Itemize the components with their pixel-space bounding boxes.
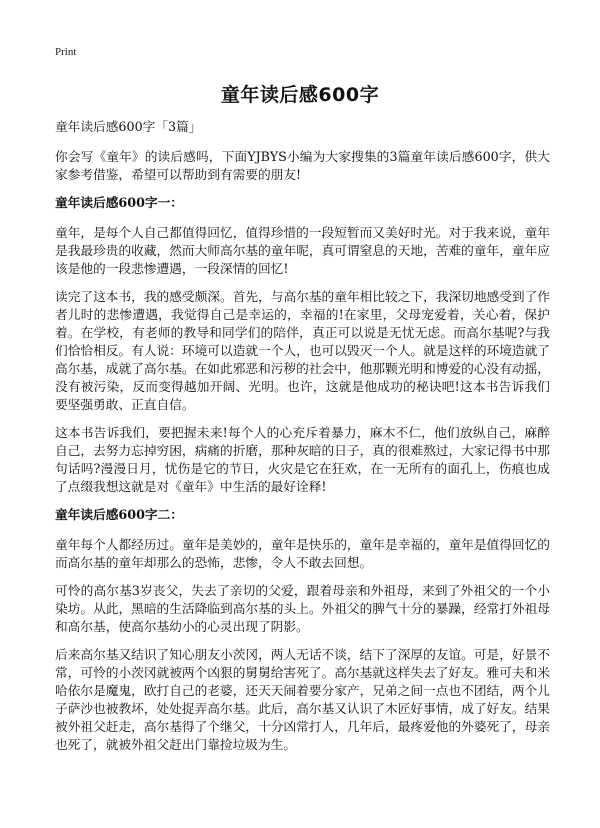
- section2-paragraph-3: 后来高尔基又结识了知心朋友小茨冈，两人无话不谈，结下了深厚的友谊。可是，好景不常，可怜的小茨冈就被两个凶狠的舅舅给害死了。高尔基就这样失去了好友。雅可夫和米哈依尔是魔鬼，欧打自己的老婆，还天天闹着要分家产，兄弟之间一点也不团结，两个儿子萨沙也被教坏，处处捉弄高尔基。此后，高尔基又认识了木匠好事情，成了好友。结果被外祖父赶走，高尔基得了个继父，十分凶常打人，几年后，最疼爱他的外婆死了，母亲也死了，就被外祖父赶出门靠捡垃圾为生。: [55, 647, 550, 752]
- article-intro: 你会写《童年》的读后感吗，下面YJBYS小编为大家搜集的3篇童年读后感600字，供大家参考借鉴，希望可以帮助到有需要的朋友!: [55, 149, 550, 182]
- print-link[interactable]: Print: [55, 46, 77, 58]
- page-title: 童年读后感600字: [220, 84, 380, 106]
- article-body: [55, 118, 550, 764]
- section1-paragraph-1: 童年，是每个人自己都值得回忆，值得珍惜的一段短暂而又美好时光。对于我来说，童年是我最珍贵的收藏，然而大师高尔基的童年呢，真可谓窒息的天地，苦难的童年，童年应该是他的一段悲惨遭遇，一段深情的回忆!: [55, 225, 550, 276]
- article-subtitle: 童年读后感600字「3篇」: [55, 119, 202, 134]
- section-heading-1: 童年读后感600字一：: [55, 195, 183, 210]
- section2-paragraph-2: 可怜的高尔基3岁丧父，失去了亲切的父爱，跟着母亲和外祖母，来到了外祖父的一个小染坊。从此，黑暗的生活降临到高尔基的头上。外祖父的脾气十分的暴躁，经常打外祖母和高尔基，使高尔基幼小的心灵出现了阴影。: [55, 583, 550, 634]
- section2-paragraph-1: 童年每个人都经历过。童年是美妙的，童年是快乐的，童年是幸福的，童年是值得回忆的而高尔基的童年却那么的恐怖，悲惨，令人不敢去回想。: [55, 537, 550, 570]
- section1-paragraph-3: 这本书告诉我们，要把握未来!每个人的心充斥着暴力，麻木不仁，他们放纵自己，麻醉自己，去努力忘掉穷困，病痛的折磨，那种灰暗的日子，真的很难熬过，大家记得书中那句话吗?漫漫日月，忧伤是它的节日，火灾是它在狂欢，在一无所有的面孔上，伤痕也成了点缀我想这就是对《童年》中生活的最好诠释!: [55, 425, 550, 494]
- section1-paragraph-2: 读完了这本书，我的感受颇深。首先，与高尔基的童年相比较之下，我深切地感受到了作者儿时的悲惨遭遇，我觉得自己是幸运的，幸福的!在家里，父母宠爱着，关心着，保护着。在学校，有老师的教导和同学们的陪伴，真正可以说是无忧无虑。而高尔基呢?与我们恰恰相反。有人说：环境可以造就一个人，也可以毁灭一个人。就是这样的环境造就了高尔基，成就了高尔基。在如此邪恶和污秽的社会中，他那颗光明和博爱的心没有动摇，没有被污染，反而变得越加开阔、光明。也许，这就是他成功的秘诀吧!这本书告诉我们要坚强勇敢、正直自信。: [55, 289, 550, 412]
- section-heading-2: 童年读后感600字二：: [55, 507, 183, 522]
